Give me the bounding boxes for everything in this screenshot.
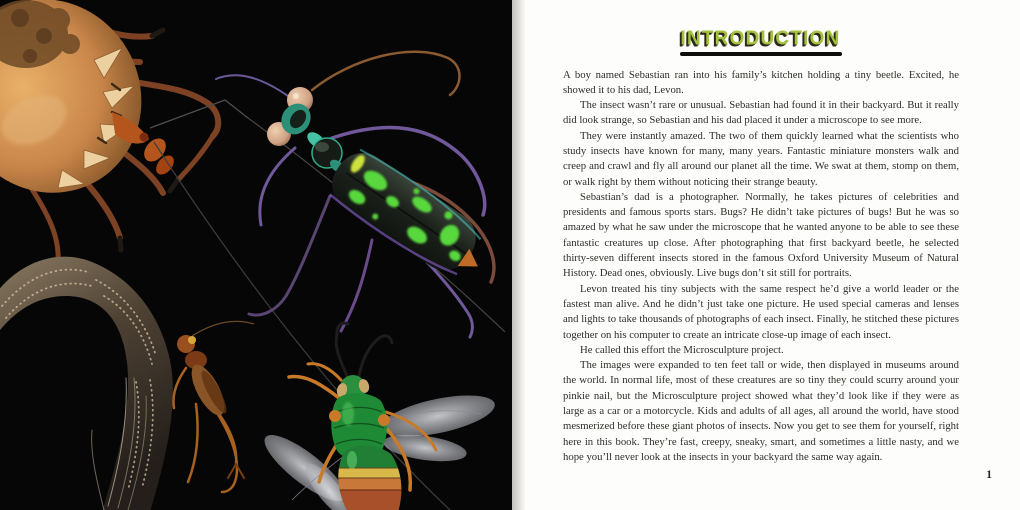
page-number: 1 bbox=[986, 469, 992, 481]
chapter-head bbox=[563, 29, 958, 56]
chapter-title: INTRODUCTION bbox=[680, 27, 841, 50]
title-underline bbox=[680, 52, 842, 56]
paragraph: Sebastian’s dad is a photographer. Normally, he takes pictures of celebrities and presidents and famous sports stars. Bugs? He didn’t take pictures of bugs! But he was so amazed by what he saw under the microscope that he wanted anyone to be able to see these fantastic creatures up close. After photographing that first backyard beetle, he selected thirty-seven different insects stored in the famous Oxford University Museum of Natural History. Dead ones, obviously. Live bugs don’t sit still for portraits. bbox=[563, 190, 959, 280]
right-page-text bbox=[512, 0, 1020, 510]
paragraph: A boy named Sebastian ran into his family’s kitchen holding a tiny beetle. Excited, he showed it to his dad, Levon. bbox=[563, 68, 959, 96]
paragraph: They were instantly amazed. The two of them quickly learned what the scientists who study insects have known for many, many years. Fantastic miniature monsters walk and creep and crawl and fly all around our planet all the time. We swat at them, stomp on them, or walk right by them without noticing their strange beauty. bbox=[563, 129, 959, 188]
paragraph: He called this effort the Microsculpture project. bbox=[580, 343, 784, 356]
paragraph: Levon treated his tiny subjects with the same respect he’d give a world leader or the fastest man alive. And he didn’t just take one picture. He used special cameras and lenses and lights to take thousands of photographs of each insect. Finally, he stitched these pictures together on his computer to create an intricate close-up image of each insect. bbox=[563, 282, 959, 341]
body-text bbox=[563, 68, 959, 466]
paragraph: The images were expanded to ten feet tall or wide, then displayed in museums around the world. In normal life, most of these creatures are so tiny they could scurry around your pinkie nail, but the Microsculpture project showed what they’d look like if they were as large as a car or a motorcycle. Kids and adults of all ages, all around the world, have stood mesmerized before these giant photos of insects. Now you get to see them for yourself, right here in this book. They’re fast, creepy, sneaky, smart, and sometimes a little nasty, and we hope you’ll never look at the insects in your backyard the same way again. bbox=[563, 359, 959, 463]
paragraph: The insect wasn’t rare or unusual. Sebastian had found it in their backyard. But it really did look strange, so Sebastian and his dad placed it under a microscope to see more. bbox=[563, 99, 959, 127]
